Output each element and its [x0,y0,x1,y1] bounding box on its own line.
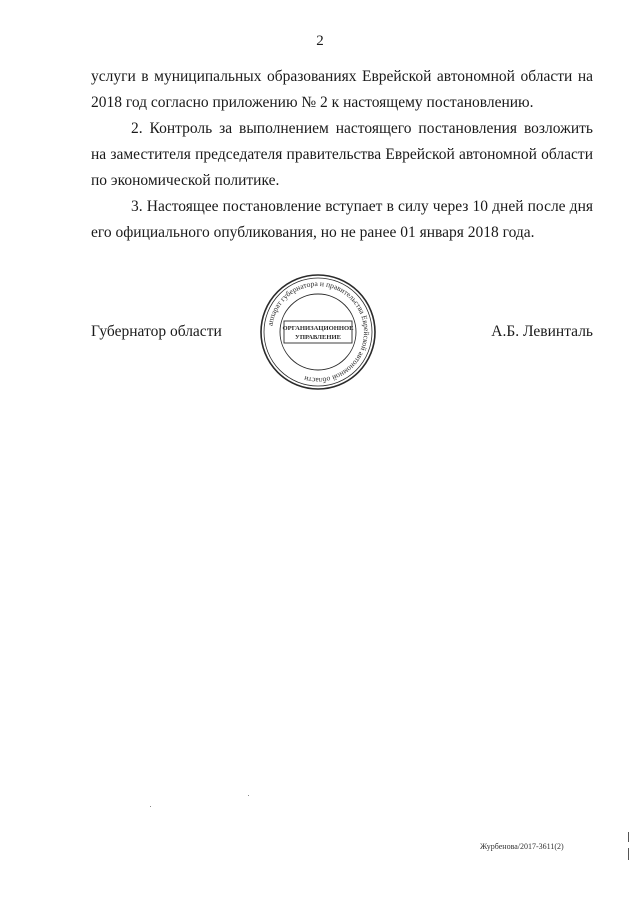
margin-mark-lower [628,848,629,860]
seal-ring-text: аппарат губернатора и правительства Еврейской автономной области [265,278,372,386]
seal-center-line-1: ОРГАНИЗАЦИОННОЕ [282,325,354,332]
paragraph-control-clause: 2. Контроль за выполнением настоящего постановления возложить на заместителя председателя правительства Еврейской автономной области по экономической политике. [91,120,593,189]
official-seal [258,272,378,392]
seal-center-line-2: УПРАВЛЕНИЕ [294,334,342,341]
seal-graphic [258,272,378,392]
scan-speck [248,795,249,796]
signer-title: Губернатор области [91,323,222,340]
page-number: 2 [316,33,324,49]
paragraph-effective-date-clause: 3. Настоящее постановление вступает в силу через 10 дней после дня его официального опубликования, но не ранее 01 января 2018 года. [91,198,593,241]
signer-name: А.Б. Левинталь [491,323,593,340]
margin-mark-upper [628,832,629,842]
seal-center-ring [280,294,356,370]
scan-speck [150,806,151,807]
document-body [91,64,593,246]
seal-outer-ring [261,275,375,389]
paragraph-continuation: услуги в муниципальных образованиях Еврейской автономной области на 2018 год согласно приложению № 2 к настоящему постановлению. [91,68,593,111]
footer-reference: Журбенова/2017-3611(2) [480,842,564,851]
